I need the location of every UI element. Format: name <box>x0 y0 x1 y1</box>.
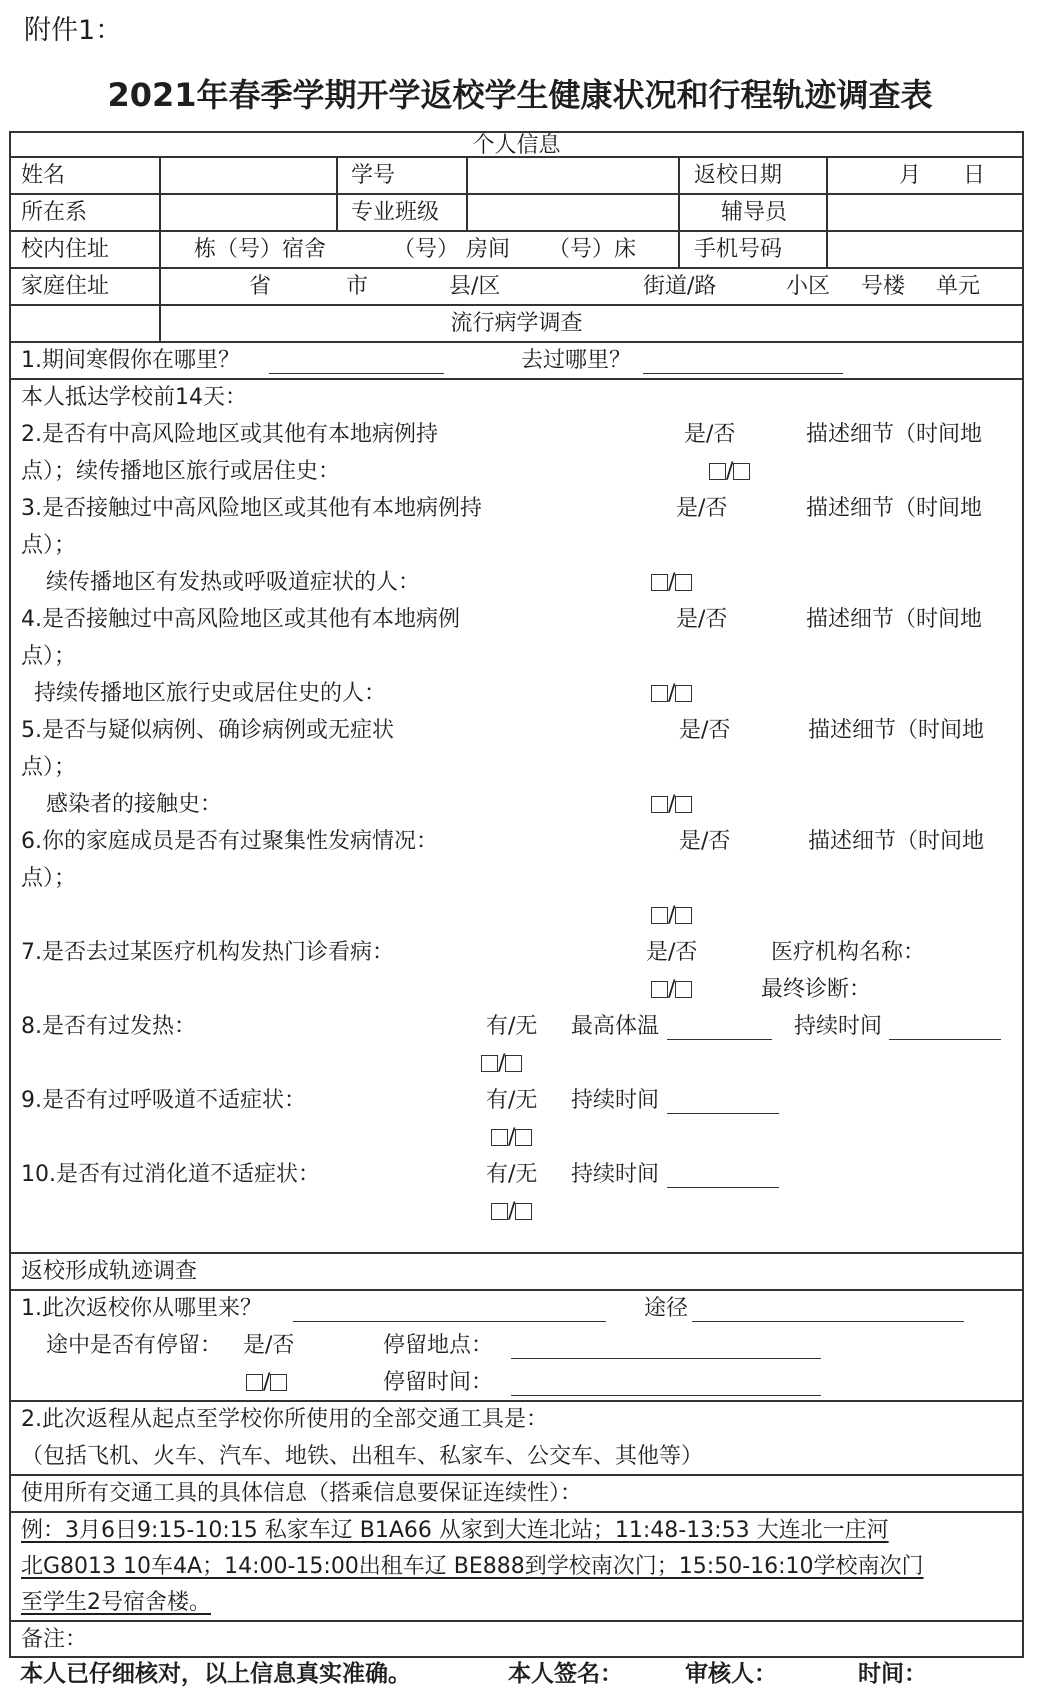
epi-q10: 10.是否有过消化道不适症状： <box>21 1162 320 1187</box>
row-divider <box>11 193 1022 195</box>
day-label: 日 <box>963 163 986 188</box>
epi-q5-line3: 感染者的接触史： <box>46 792 223 817</box>
personal-info-header: 个人信息 <box>472 133 561 158</box>
epi-q4-line3: 持续传播地区旅行史或居住史的人： <box>34 681 387 706</box>
trip-route-blank[interactable] <box>692 1321 964 1322</box>
col-divider <box>466 156 468 230</box>
have-checkbox[interactable] <box>481 1055 498 1072</box>
q9-duration-blank[interactable] <box>667 1113 779 1114</box>
row-divider <box>11 267 1022 269</box>
verification-statement: 本人已仔细核对，以上信息真实准确。 <box>20 1661 411 1687</box>
province-text: 省 <box>249 274 272 299</box>
row-divider <box>11 1620 1022 1622</box>
no-checkbox[interactable] <box>675 907 692 924</box>
yes-checkbox[interactable] <box>651 685 668 702</box>
epi-q5-line2: 点）； <box>21 755 77 780</box>
q7-yes-no: 是/否 <box>646 940 698 965</box>
q1a-blank[interactable] <box>269 373 444 374</box>
yes-checkbox[interactable] <box>651 907 668 924</box>
q5-yes-no: 是/否 <box>679 718 731 743</box>
room-text: （号） 房间 <box>393 237 510 262</box>
example-line-2: 北G8013 10车4A；14:00-15:00出租车辽 BE888到学校南次门；15:50-16:10学校南次门 <box>21 1554 924 1579</box>
department-label: 所在系 <box>21 200 88 225</box>
none-checkbox[interactable] <box>505 1055 522 1072</box>
col-divider <box>336 156 338 230</box>
q3-checkboxes[interactable]: / <box>651 570 692 596</box>
student-id-label: 学号 <box>351 163 396 188</box>
col-divider <box>826 156 828 267</box>
q10-duration-blank[interactable] <box>667 1187 779 1188</box>
epi-q3-line1: 3.是否接触过中高风险地区或其他有本地病例持 <box>21 496 482 521</box>
campus-address-label: 校内住址 <box>21 237 110 262</box>
q8-max-temp-label: 最高体温 <box>571 1014 660 1039</box>
row-divider <box>11 341 1022 343</box>
q3-describe: 描述细节（时间地 <box>806 496 983 521</box>
reviewer-label: 审核人： <box>685 1661 777 1687</box>
q7-diagnosis-label: 最终诊断： <box>761 977 872 1002</box>
no-checkbox[interactable] <box>675 685 692 702</box>
q2-checkboxes[interactable]: / <box>709 459 750 485</box>
epi-survey-header: 流行病学调查 <box>450 311 583 336</box>
major-class-label: 专业班级 <box>351 200 440 225</box>
no-checkbox[interactable] <box>733 463 750 480</box>
transport-detail-header: 使用所有交通工具的具体信息（搭乘信息要保证连续性）： <box>21 1481 583 1506</box>
row-divider <box>11 1511 1022 1513</box>
epi-q9: 9.是否有过呼吸道不适症状： <box>21 1088 306 1113</box>
no-checkbox[interactable] <box>675 574 692 591</box>
yes-checkbox[interactable] <box>709 463 726 480</box>
q8-duration-blank[interactable] <box>889 1039 1001 1040</box>
bed-text: （号）床 <box>548 237 637 262</box>
trip-route-label: 途径 <box>644 1296 689 1321</box>
row-divider <box>11 1252 1022 1254</box>
q7-checkboxes[interactable]: / <box>651 977 692 1003</box>
trip-stop-checkboxes[interactable]: / <box>246 1370 287 1396</box>
city-text: 市 <box>346 274 369 299</box>
trip-stop-time-label: 停留时间： <box>383 1370 494 1395</box>
epi-q3-line3: 续传播地区有发热或呼吸道症状的人： <box>46 570 421 595</box>
yes-checkbox[interactable] <box>651 796 668 813</box>
q2-describe: 描述细节（时间地 <box>806 422 983 447</box>
no-checkbox[interactable] <box>675 796 692 813</box>
trip-q1: 1.此次返校你从哪里来？ <box>21 1296 262 1321</box>
month-label: 月 <box>899 163 922 188</box>
have-checkbox[interactable] <box>491 1129 508 1146</box>
dorm-building-text: 栋（号）宿舍 <box>194 237 327 262</box>
q6-checkboxes[interactable]: / <box>651 903 692 929</box>
trip-origin-blank[interactable] <box>293 1321 606 1322</box>
row-divider <box>11 378 1022 380</box>
epi-q7: 7.是否去过某医疗机构发热门诊看病： <box>21 940 394 965</box>
col-divider <box>678 156 680 267</box>
q6-yes-no: 是/否 <box>679 829 731 854</box>
name-label: 姓名 <box>21 163 66 188</box>
example-line-1: 例：3月6日9:15-10:15 私家车辽 B1A66 从家到大连北站；11:48-13:53 大连北一庄河 <box>21 1518 889 1543</box>
q9-checkboxes[interactable]: / <box>491 1125 532 1151</box>
none-checkbox[interactable] <box>515 1203 532 1220</box>
q5-describe: 描述细节（时间地 <box>808 718 985 743</box>
q9-duration-label: 持续时间 <box>571 1088 660 1113</box>
no-checkbox[interactable] <box>675 981 692 998</box>
q4-yes-no: 是/否 <box>676 607 728 632</box>
q1b-blank[interactable] <box>643 373 843 374</box>
q10-have-none: 有/无 <box>486 1162 538 1187</box>
building-no-text: 号楼 <box>861 274 906 299</box>
q2-yes-no: 是/否 <box>684 422 736 447</box>
row-divider <box>11 230 1022 232</box>
stop-place-blank[interactable] <box>511 1358 821 1359</box>
survey-form <box>9 131 1024 1658</box>
q4-checkboxes[interactable]: / <box>651 681 692 707</box>
epi-q3-line2: 点）； <box>21 533 77 558</box>
q9-have-none: 有/无 <box>486 1088 538 1113</box>
row-divider <box>11 1474 1022 1476</box>
q8-have-none: 有/无 <box>486 1014 538 1039</box>
trip-q2-line2: （包括飞机、火车、汽车、地铁、出租车、私家车、公交车、其他等） <box>21 1444 704 1469</box>
yes-checkbox[interactable] <box>246 1374 263 1391</box>
trip-q2-line1: 2.此次返程从起点至学校你所使用的全部交通工具是： <box>21 1407 548 1432</box>
q3-yes-no: 是/否 <box>676 496 728 521</box>
none-checkbox[interactable] <box>515 1129 532 1146</box>
yes-checkbox[interactable] <box>651 574 668 591</box>
have-checkbox[interactable] <box>491 1203 508 1220</box>
signature-label: 本人签名： <box>508 1661 623 1687</box>
return-date-label: 返校日期 <box>694 163 783 188</box>
street-text: 街道/路 <box>643 274 717 299</box>
q4-describe: 描述细节（时间地 <box>806 607 983 632</box>
row-divider <box>11 304 1022 306</box>
trip-stop-question: 途中是否有停留： <box>46 1333 223 1358</box>
trip-survey-header: 返校形成轨迹调查 <box>21 1259 198 1284</box>
q8-checkboxes[interactable]: / <box>481 1051 522 1077</box>
phone-label: 手机号码 <box>694 237 783 262</box>
epi-q4-line2: 点）； <box>21 644 77 669</box>
epi-q8: 8.是否有过发热： <box>21 1014 196 1039</box>
epi-q6-line1: 6.你的家庭成员是否有过聚集性发病情况： <box>21 829 438 854</box>
q8-duration-label: 持续时间 <box>794 1014 883 1039</box>
trip-stop-yes-no: 是/否 <box>243 1333 295 1358</box>
q6-describe: 描述细节（时间地 <box>808 829 985 854</box>
q10-checkboxes[interactable]: / <box>491 1199 532 1225</box>
epi-q6-line2: 点）； <box>21 866 77 891</box>
community-text: 小区 <box>786 274 831 299</box>
epi-q4-line1: 4.是否接触过中高风险地区或其他有本地病例 <box>21 607 460 632</box>
epi-intro: 本人抵达学校前14天： <box>21 385 247 410</box>
no-checkbox[interactable] <box>270 1374 287 1391</box>
yes-checkbox[interactable] <box>651 981 668 998</box>
counselor-label: 辅导员 <box>721 200 788 225</box>
time-label: 时间： <box>858 1661 927 1687</box>
epi-q2-line1: 2.是否有中高风险地区或其他有本地病例持 <box>21 422 438 447</box>
epi-q2-line2: 点）；续传播地区旅行或居住史： <box>21 459 341 484</box>
unit-text: 单元 <box>936 274 981 299</box>
q10-duration-label: 持续时间 <box>571 1162 660 1187</box>
epi-q1b: 去过哪里？ <box>521 348 632 373</box>
epi-q5-line1: 5.是否与疑似病例、确诊病例或无症状 <box>21 718 394 743</box>
attachment-label: 附件1： <box>24 15 123 46</box>
epi-q1a: 1.期间寒假你在哪里？ <box>21 348 240 373</box>
max-temp-blank[interactable] <box>667 1039 772 1040</box>
home-address-label: 家庭住址 <box>21 274 110 299</box>
q5-checkboxes[interactable]: / <box>651 792 692 818</box>
remarks-label: 备注： <box>21 1627 88 1652</box>
county-text: 县/区 <box>449 274 501 299</box>
row-divider <box>11 1400 1022 1402</box>
row-divider <box>11 1289 1022 1291</box>
q7-institution-label: 医疗机构名称： <box>771 940 926 965</box>
page-title: 2021年春季学期开学返校学生健康状况和行程轨迹调查表 <box>107 76 933 114</box>
trip-stop-place-label: 停留地点： <box>383 1333 494 1358</box>
stop-time-blank[interactable] <box>511 1395 821 1396</box>
example-line-3: 至学生2号宿舍楼。 <box>21 1590 211 1615</box>
